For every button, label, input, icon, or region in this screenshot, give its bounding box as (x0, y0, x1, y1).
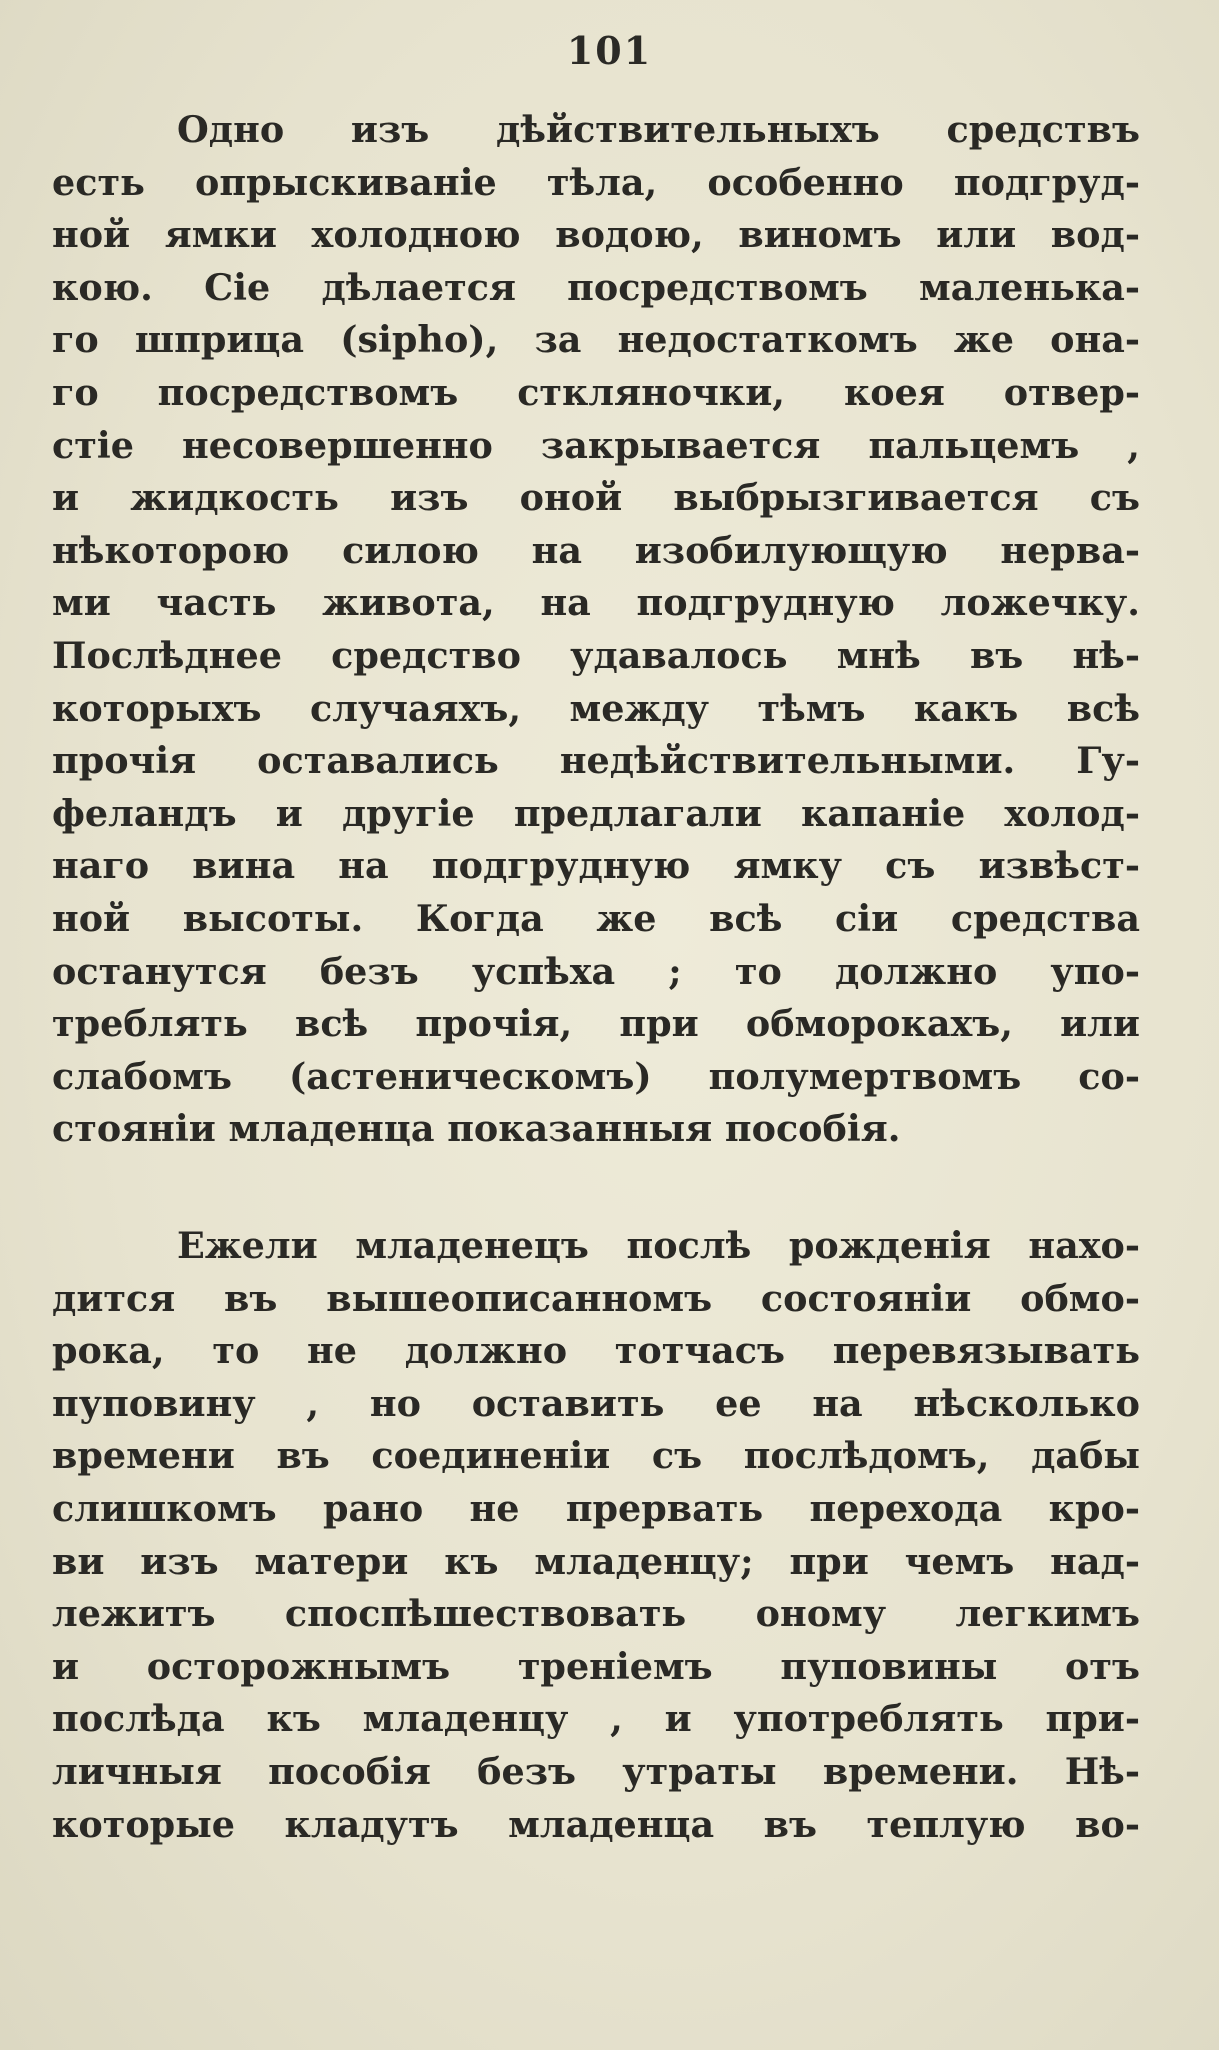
text-line: стоянiи младенца показанныя пособiя. (52, 1107, 901, 1151)
text-line: нѣкоторою силою на изобилующую нерва- (52, 528, 1140, 572)
text-line: ной ямки холодною водою, виномъ или вод- (52, 213, 1140, 257)
text-line: Послѣднее средство удавалось мнѣ въ нѣ- (52, 633, 1140, 677)
text-line: го посредствомъ стклянoчки, коея отвер- (52, 370, 1140, 414)
text-line: ви изъ матери къ младенцу; при чемъ над- (52, 1539, 1140, 1583)
paragraph-2 (52, 1220, 1140, 1851)
text-line: и жидкость изъ оной выбрызгивается съ (52, 476, 1140, 520)
text-line: личныя пособiя безъ утраты времени. Нѣ- (52, 1749, 1140, 1793)
text-line: Одно изъ дѣйствительныхъ средствъ (177, 108, 1140, 151)
text-line: пуповину , но оставить ее на нѣсколько (52, 1381, 1140, 1425)
text-line: которыхъ случаяхъ, между тѣмъ какъ всѣ (52, 686, 1140, 730)
text-line: слабомъ (астеническомъ) полумертвомъ со- (52, 1054, 1140, 1098)
text-line: Ежели младенецъ послѣ рожденiя нахо- (177, 1224, 1140, 1267)
text-line: кою. Сiе дѣлается посредствомъ маленька- (52, 265, 1140, 309)
text-line: ной высоты. Когда же всѣ сiи средства (52, 896, 1140, 940)
paragraph-1 (52, 104, 1140, 1156)
text-line: лежитъ споспѣшествовать оному легкимъ (52, 1592, 1140, 1636)
text-line: рока, то не должно тотчасъ перевязывать (52, 1329, 1140, 1373)
text-line: ми часть живота, на подгрудную ложечку. (52, 581, 1140, 625)
page-number: 101 (566, 28, 653, 73)
text-line: треблять всѣ прочiя, при обморокахъ, или (52, 1002, 1140, 1046)
text-line: наго вина на подгрудную ямку съ извѣст- (52, 844, 1140, 888)
text-line: дится въ вышеописанномъ состоянiи обмо- (52, 1276, 1140, 1320)
text-line: го шприца (sipho), за недостаткомъ же она- (52, 318, 1140, 362)
text-line: прочiя оставались недѣйствительными. Гу- (52, 739, 1140, 783)
text-line: и осторожнымъ тренiемъ пуповины отъ (52, 1644, 1140, 1688)
text-line: послѣда къ младенцу , и употреблять при- (52, 1697, 1140, 1741)
text-line: стiе несовершенно закрывается пальцемъ , (52, 423, 1140, 467)
text-line: времени въ соединенiи съ послѣдомъ, дабы (52, 1434, 1140, 1478)
text-line: есть опрыскиванiе тѣла, особенно подгруд- (52, 160, 1140, 204)
text-line: феландъ и другiе предлагали капанiе холод- (52, 791, 1140, 835)
text-line: слишкомъ рано не прервать перехода кро- (52, 1486, 1140, 1530)
text-line: останутся безъ успѣха ; то должно упо- (52, 949, 1140, 993)
text-line: которые кладутъ младенца въ теплую во- (52, 1802, 1140, 1846)
